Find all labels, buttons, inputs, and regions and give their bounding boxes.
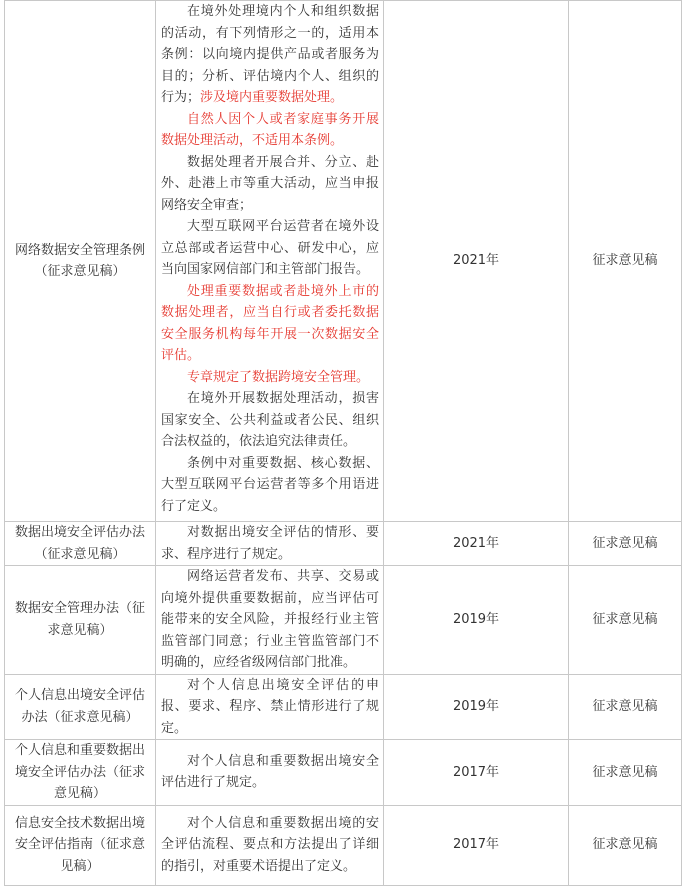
regulation-description	[156, 740, 384, 806]
table-row	[5, 1, 682, 522]
regulation-description	[156, 805, 384, 885]
description-paragraph	[161, 367, 379, 389]
table-row	[5, 805, 682, 885]
highlighted-text: 涉及境内重要数据处理。	[200, 90, 344, 105]
description-paragraph	[161, 109, 379, 152]
regulation-name: 信息安全技术数据出境安全评估指南（征求意见稿）	[5, 805, 156, 885]
regulation-name: 个人信息和重要数据出境安全评估办法（征求意见稿）	[5, 740, 156, 806]
regulation-status: 征求意见稿	[569, 805, 682, 885]
description-text: 在境外处理境内个人和组织数据的活动，有下列情形之一的，适用本条例：以向境内提供产品或者服务为目的；分析、评估境内个人、组织的行为；	[161, 4, 379, 105]
table-row	[5, 674, 682, 740]
table-row	[5, 740, 682, 806]
description-text: 网络运营者发布、共享、交易或向境外提供重要数据前，应当评估可能带来的安全风险，并报经行业主管监管部门同意；行业主管监管部门不明确的，应经省级网信部门批准。	[161, 569, 379, 670]
description-text: 条例中对重要数据、核心数据、大型互联网平台运营者等多个用语进行了定义。	[161, 455, 379, 514]
description-text: 对个人信息和重要数据出境的安全评估流程、要点和方法提出了详细的指引，对重要术语提出了定义。	[161, 815, 379, 874]
description-paragraph	[161, 813, 379, 878]
regulation-description	[156, 522, 384, 566]
description-text: 对个人信息和重要数据出境安全评估进行了规定。	[161, 753, 379, 791]
regulation-status: 征求意见稿	[569, 740, 682, 806]
description-paragraph	[161, 1, 379, 109]
regulation-status: 征求意见稿	[569, 566, 682, 675]
description-text: 对个人信息出境安全评估的申报、要求、程序、禁止情形进行了规定。	[161, 677, 379, 736]
regulations-table-body	[5, 1, 682, 886]
regulation-status: 征求意见稿	[569, 522, 682, 566]
description-paragraph	[161, 216, 379, 281]
highlighted-text: 自然人因个人或者家庭事务开展数据处理活动，不适用本条例。	[161, 111, 379, 148]
table-row	[5, 522, 682, 566]
regulation-name: 数据安全管理办法（征求意见稿）	[5, 566, 156, 675]
description-paragraph	[161, 152, 379, 217]
description-text: 对数据出境安全评估的情形、要求、程序进行了规定。	[161, 525, 379, 562]
regulations-table	[4, 0, 682, 886]
table-row	[5, 566, 682, 675]
regulation-name: 数据出境安全评估办法（征求意见稿）	[5, 522, 156, 566]
regulation-status: 征求意见稿	[569, 674, 682, 740]
description-paragraph	[161, 453, 379, 518]
regulation-description	[156, 674, 384, 740]
regulation-year: 2021年	[384, 1, 569, 522]
description-paragraph	[161, 675, 379, 740]
regulation-year: 2017年	[384, 740, 569, 806]
regulation-name: 网络数据安全管理条例（征求意见稿）	[5, 1, 156, 522]
description-text: 在境外开展数据处理活动，损害国家安全、公共利益或者公民、组织合法权益的，依法追究法律责任。	[161, 391, 379, 449]
description-text: 大型互联网平台运营者在境外设立总部或者运营中心、研发中心，应当向国家网信部门和主管部门报告。	[161, 219, 379, 277]
regulation-name: 个人信息出境安全评估办法（征求意见稿）	[5, 674, 156, 740]
regulation-description	[156, 566, 384, 675]
regulation-status: 征求意见稿	[569, 1, 682, 522]
description-paragraph	[161, 281, 379, 367]
highlighted-text: 专章规定了数据跨境安全管理。	[187, 369, 370, 385]
description-text: 数据处理者开展合并、分立、赴外、赴港上市等重大活动，应当申报网络安全审查；	[161, 154, 379, 213]
regulation-year: 2019年	[384, 674, 569, 740]
regulation-year: 2021年	[384, 522, 569, 566]
regulation-year: 2019年	[384, 566, 569, 675]
regulation-year: 2017年	[384, 805, 569, 885]
highlighted-text: 处理重要数据或者赴境外上市的数据处理者，应当自行或者委托数据安全服务机构每年开展一次数据安全评估。	[161, 283, 379, 363]
description-paragraph	[161, 751, 379, 794]
description-paragraph	[161, 566, 379, 674]
description-paragraph	[161, 388, 379, 453]
regulation-description	[156, 1, 384, 522]
description-paragraph	[161, 522, 379, 565]
